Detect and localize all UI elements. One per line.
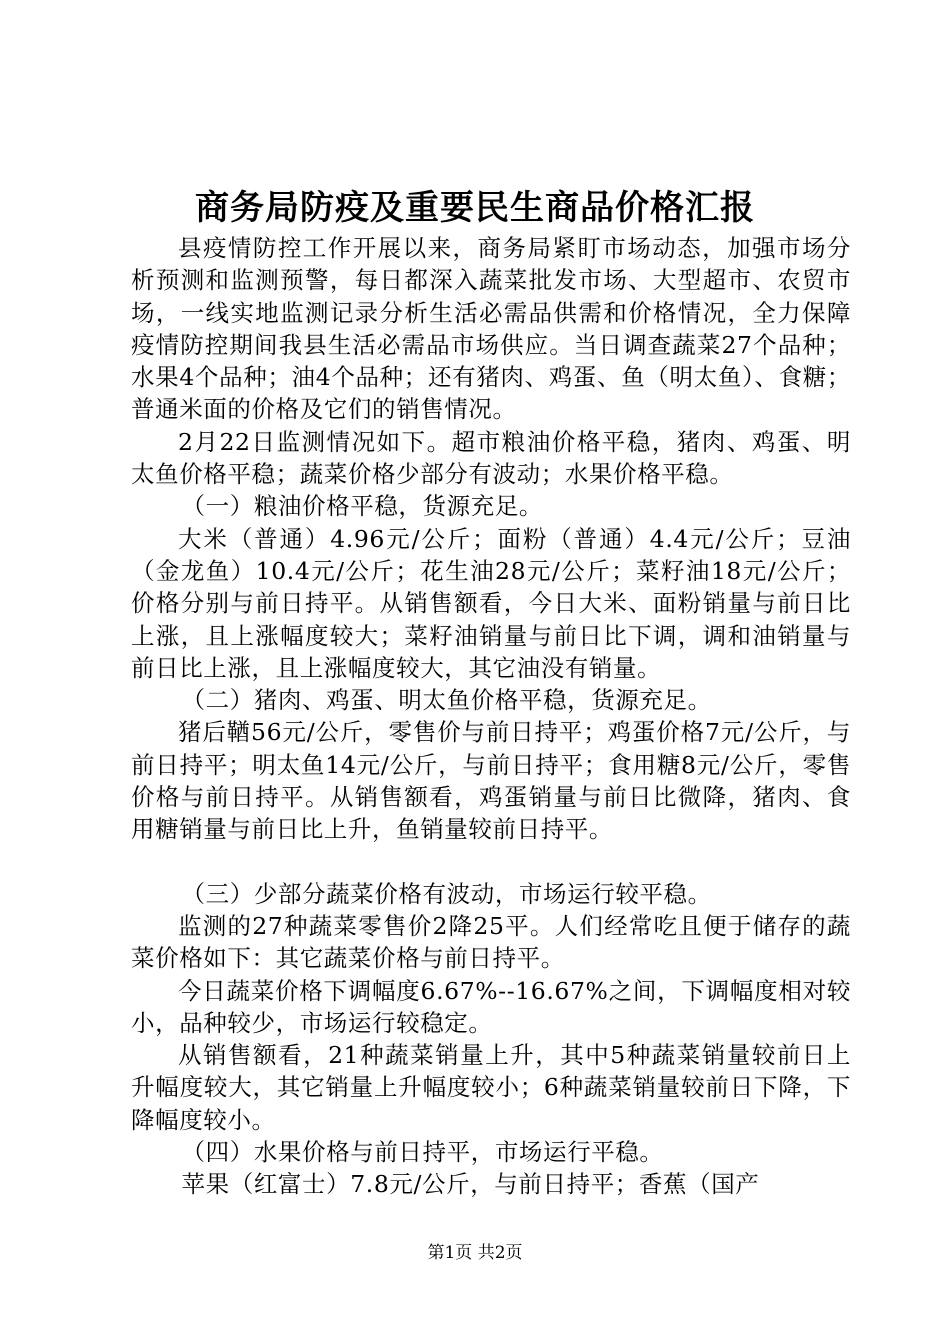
paragraph-pork-eggs-fish-prices: 猪后鞧56元/公斤，零售价与前日持平；鸡蛋价格7元/公斤，与前日持平；明太鱼14元/公斤，与前日持平；食用糖8元/公斤，零售价格与前日持平。从销售额看，鸡蛋销量与前日比微降，猪肉、食用糖销量与前日比上升，鱼销量较前日持平。 — [131, 718, 851, 844]
section-heading-grain-oil: （一）粮油价格平稳，货源充足。 — [181, 492, 544, 521]
section-heading-fruit: （四）水果价格与前日持平，市场运行平稳。 — [181, 1138, 664, 1167]
paragraph-intro: 县疫情防控工作开展以来，商务局紧盯市场动态，加强市场分析预测和监测预警，每日都深入蔬菜批发市场、大型超市、农贸市场，一线实地监测记录分析生活必需品供需和价格情况，全力保障疫情防控期间我县生活必需品市场供应。当日调查蔬菜27个品种；水果4个品种；油4个品种；还有猪肉、鸡蛋、鱼（明太鱼）、食糖；普通米面的价格及它们的销售情况。 — [131, 234, 851, 424]
section-heading-vegetables: （三）少部分蔬菜价格有波动，市场运行较平稳。 — [181, 879, 712, 908]
paragraph-vegetable-price-range: 今日蔬菜价格下调幅度6.67%--16.67%之间，下调幅度相对较小，品种较少，市场运行较稳定。 — [131, 976, 851, 1037]
paragraph-vegetable-monitoring: 监测的27种蔬菜零售价2降25平。人们经常吃且便于储存的蔬菜价格如下：其它蔬菜价格与前日持平。 — [131, 911, 851, 973]
paragraph-fruit-prices: 苹果（红富士）7.8元/公斤，与前日持平；香蕉（国产 — [181, 1170, 760, 1199]
section-heading-pork-eggs-fish: （二）猪肉、鸡蛋、明太鱼价格平稳，货源充足。 — [181, 686, 712, 715]
paragraph-grain-oil-prices: 大米（普通）4.96元/公斤；面粉（普通）4.4元/公斤；豆油（金龙鱼）10.4元/公斤；花生油28元/公斤；菜籽油18元/公斤；价格分别与前日持平。从销售额看，今日大米、面粉销量与前日比上涨，且上涨幅度较大；菜籽油销量与前日比下调，调和油销量与前日比上涨，且上涨幅度较大，其它油没有销量。 — [131, 524, 852, 682]
document-body — [131, 232, 851, 1201]
paragraph-spacer — [131, 846, 851, 878]
document-title: 商务局防疫及重要民生商品价格汇报 — [195, 188, 755, 228]
paragraph-vegetable-sales: 从销售额看，21种蔬菜销量上升，其中5种蔬菜销量较前日上升幅度较大，其它销量上升幅度较小；6种蔬菜销量较前日下降，下降幅度较小。 — [131, 1041, 851, 1134]
page-footer: 第1页 共2页 — [427, 1243, 523, 1263]
paragraph-monitoring-summary: 2月22日监测情况如下。超市粮油价格平稳，猪肉、鸡蛋、明太鱼价格平稳；蔬菜价格少部分有波动；水果价格平稳。 — [131, 427, 851, 489]
